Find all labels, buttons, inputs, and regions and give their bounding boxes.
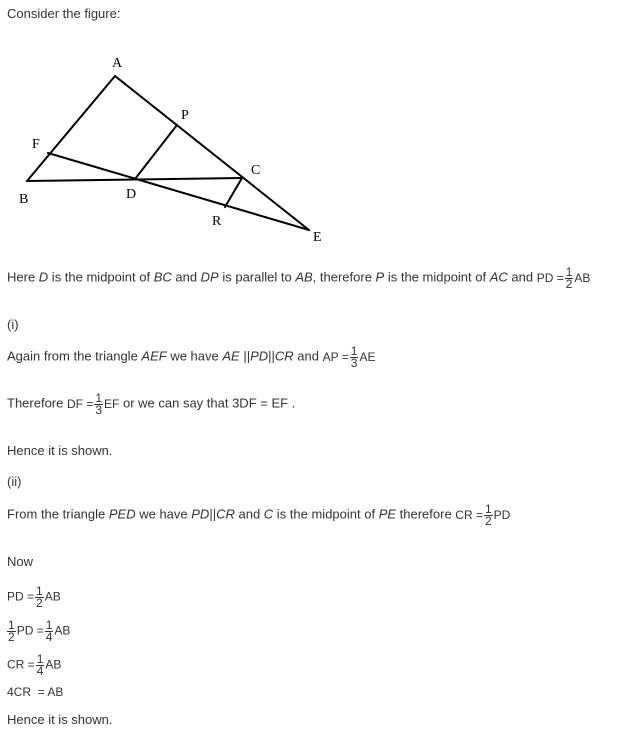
- intro-text: Consider the figure:: [7, 6, 121, 21]
- label-f: F: [32, 137, 40, 152]
- segment-dp: [135, 125, 177, 179]
- hence-shown-1: Hence it is shown.: [7, 443, 113, 458]
- label-e: E: [313, 230, 322, 245]
- segment-ae: [115, 76, 309, 230]
- equation-step-4: 4CR = AB: [7, 685, 64, 699]
- equation-step-1: PD = $\frac{1}{2}$ AB: [7, 584, 61, 610]
- equation-cr-half-pd: CR = $\frac{1}{2}$ PD: [455, 502, 511, 528]
- paragraph-midpoint: Here D is the midpoint of BC and DP is parallel to AB, therefore P is the midpoint of AC and PD = $\frac{1}{2}$ AB: [7, 265, 591, 291]
- equation-pd-half-ab: PD = $\frac{1}{2}$ AB: [536, 265, 591, 291]
- label-b: B: [19, 192, 29, 207]
- segment-cr: [225, 178, 242, 207]
- paragraph-therefore-df: Therefore DF = $\frac{1}{3}$ EF or we can say that 3DF = EF .: [7, 391, 296, 417]
- hence-shown-2: Hence it is shown.: [7, 712, 113, 727]
- label-p: P: [181, 108, 189, 123]
- label-a: A: [112, 56, 123, 71]
- equation-df-third-ef: DF = $\frac{1}{3}$ EF: [66, 391, 120, 417]
- equation-step-2: $\frac{1}{2}$ PD = $\frac{1}{4}$ AB: [8, 618, 71, 644]
- paragraph-aef: Again from the triangle AEF we have AE ||PD||CR and AP = $\frac{1}{3}$ AE: [7, 344, 376, 370]
- label-r: R: [212, 214, 222, 229]
- equation-ap-third-ae: AP = $\frac{1}{3}$ AE: [322, 344, 376, 370]
- paragraph-ped: From the triangle PED we have PD||CR and C is the midpoint of PE therefore CR = $\frac{1}{2}$ PD: [7, 502, 511, 528]
- label-c: C: [251, 163, 261, 178]
- part-i-label: (i): [7, 317, 19, 332]
- segment-fe: [48, 153, 309, 230]
- segment-ab: [27, 76, 115, 181]
- equation-step-3: CR = $\frac{1}{4}$ AB: [7, 652, 62, 678]
- part-ii-label: (ii): [7, 474, 22, 489]
- triangle-figure: [10, 52, 340, 247]
- now-label: Now: [7, 554, 34, 569]
- label-d: D: [126, 187, 137, 202]
